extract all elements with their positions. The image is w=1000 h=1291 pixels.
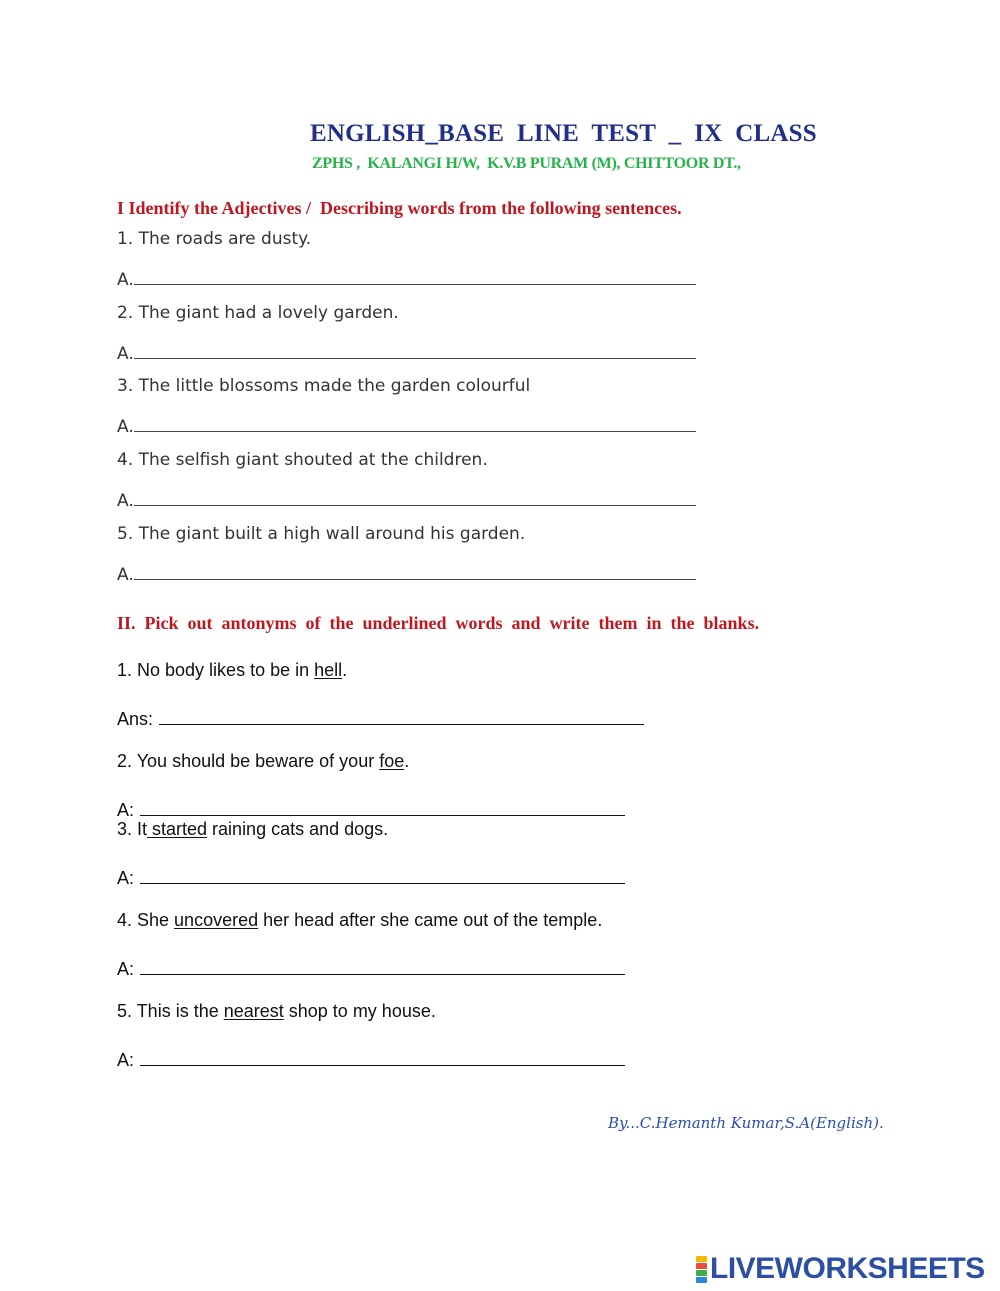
answer-line[interactable] [134, 561, 696, 580]
underlined-word: hell [314, 660, 343, 680]
answer-prefix: A: [117, 959, 135, 979]
logo-block [696, 1263, 707, 1269]
section2-answer-5[interactable] [117, 1047, 625, 1071]
answer-line[interactable] [140, 865, 625, 884]
answer-prefix: A: [117, 1050, 135, 1070]
logo-block [696, 1277, 707, 1283]
answer-prefix: A: [117, 868, 135, 888]
section2-answer-3[interactable] [117, 865, 625, 889]
section1-question-3: 3. The little blossoms made the garden colourful [117, 376, 531, 396]
logo-text: LIVEWORKSHEETS [710, 1252, 985, 1285]
section1-question-1: 1. The roads are dusty. [117, 229, 312, 249]
section2-answer-4[interactable] [117, 956, 625, 980]
section1-answer-2[interactable] [117, 340, 696, 364]
page-title: ENGLISH_BASE LINE TEST _ IX CLASS [310, 120, 817, 147]
section2-question-1: 1. No body likes to be in hell. [117, 660, 348, 680]
answer-prefix: A. [117, 344, 134, 364]
section1-answer-3[interactable] [117, 413, 696, 437]
logo-block [696, 1256, 707, 1262]
section1-question-4: 4. The selfish giant shouted at the children. [117, 450, 488, 470]
liveworksheets-logo-icon [696, 1256, 707, 1283]
section2-answer-2[interactable] [117, 797, 625, 821]
section2-answer-1[interactable] [117, 706, 644, 730]
answer-prefix: Ans: [117, 709, 154, 729]
underlined-word: uncovered [174, 910, 259, 930]
answer-line[interactable] [134, 487, 696, 506]
logo-block [696, 1270, 707, 1276]
answer-prefix: A. [117, 417, 134, 437]
underlined-word: nearest [223, 1001, 284, 1021]
liveworksheets-logo[interactable] [696, 1252, 985, 1286]
answer-line[interactable] [140, 797, 625, 816]
author-credit: By...C.Hemanth Kumar,S.A(English). [608, 1114, 884, 1132]
answer-line[interactable] [140, 1047, 625, 1066]
answer-prefix: A: [117, 800, 135, 820]
section2-question-2: 2. You should be beware of your foe. [117, 751, 410, 771]
section1-answer-1[interactable] [117, 266, 696, 290]
answer-line[interactable] [134, 413, 696, 432]
answer-prefix: A. [117, 565, 134, 585]
answer-prefix: A. [117, 491, 134, 511]
answer-line[interactable] [159, 706, 644, 725]
underlined-word: started [147, 819, 208, 839]
answer-prefix: A. [117, 270, 134, 290]
section1-question-2: 2. The giant had a lovely garden. [117, 303, 399, 323]
underlined-word: foe [379, 751, 405, 771]
section1-answer-5[interactable] [117, 561, 696, 585]
answer-line[interactable] [140, 956, 625, 975]
answer-line[interactable] [134, 266, 696, 285]
section1-answer-4[interactable] [117, 487, 696, 511]
section2-question-3: 3. It started raining cats and dogs. [117, 819, 389, 839]
section1-question-5: 5. The giant built a high wall around his garden. [117, 524, 526, 544]
section2-question-5: 5. This is the nearest shop to my house. [117, 1001, 436, 1021]
section1-heading: I Identify the Adjectives / Describing words from the following sentences. [117, 198, 682, 218]
section2-question-4: 4. She uncovered her head after she came out of the temple. [117, 910, 603, 930]
school-subtitle: ZPHS , KALANGI H/W, K.V.B PURAM (M), CHITTOOR DT., [312, 155, 741, 172]
answer-line[interactable] [134, 340, 696, 359]
section2-heading: II. Pick out antonyms of the underlined words and write them in the blanks. [117, 613, 760, 633]
